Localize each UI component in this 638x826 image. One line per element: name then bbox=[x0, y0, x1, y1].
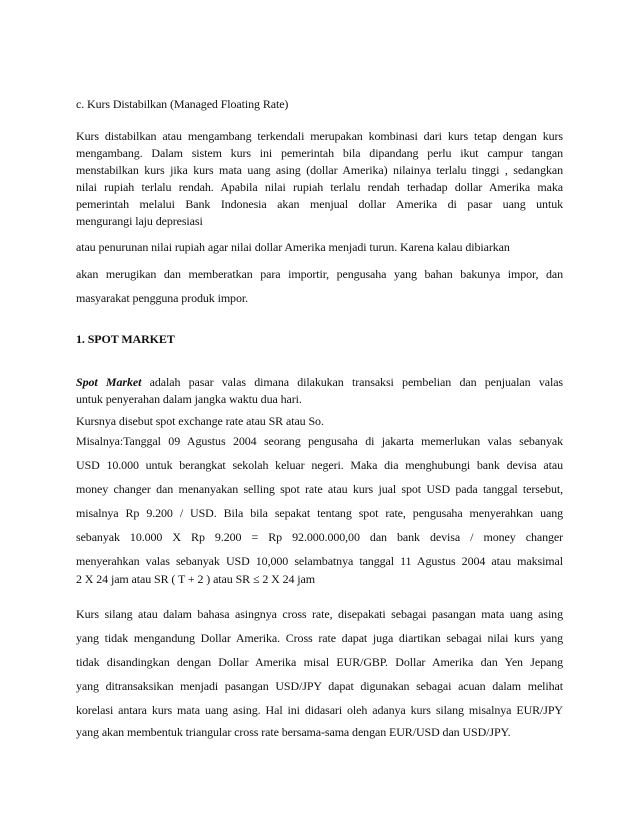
paragraph-line bbox=[76, 374, 563, 390]
paragraph-line: misalnya Rp 9.200 / USD. Bila bila sepakat tentang spot rate, pengusaha menyerahkan uang bbox=[76, 506, 563, 520]
paragraph-line: Misalnya:Tanggal 09 Agustus 2004 seorang pengusaha di jakarta memerlukan valas sebanyak bbox=[76, 434, 563, 448]
paragraph-line: tidak disandingkan dengan Dollar Amerika misal EUR/GBP. Dollar Amerika dan Yen Jepang bbox=[76, 655, 563, 669]
paragraph-line: menstabilkan kurs jika kurs mata uang asing (dollar Amerika) nilainya terlalu tinggi , sedangkan bbox=[76, 163, 563, 177]
paragraph-line: korelasi antara kurs mata uang asing. Hal ini didasari oleh adanya kurs silang misalnya EUR/JPY bbox=[76, 703, 563, 717]
paragraph-line: menyerahkan valas sebanyak USD 10,000 selambatnya tanggal 11 Agustus 2004 atau maksimal bbox=[76, 554, 563, 568]
paragraph-line: masyarakat pengguna produk impor. bbox=[76, 291, 248, 305]
paragraph-line: sebanyak 10.000 X Rp 9.200 = Rp 92.000.000,00 dan bank devisa / money changer bbox=[76, 530, 563, 544]
paragraph-line: Kurs distabilkan atau mengambang terkendali merupakan kombinasi dari kurs tetap dengan kurs bbox=[76, 129, 563, 143]
paragraph-line: Kursnya disebut spot exchange rate atau SR atau So. bbox=[76, 414, 324, 428]
paragraph-line: USD 10.000 untuk berangkat sekolah keluar negeri. Maka dia menghubungi bank devisa atau bbox=[76, 458, 563, 472]
paragraph-line: mengambang. Dalam sistem kurs ini pemerintah bila dipandang perlu ikut campur tangan bbox=[76, 146, 563, 160]
paragraph-line: mengurangi laju depresiasi bbox=[76, 214, 203, 228]
paragraph-line: nilai rupiah terlalu rendah. Apabila nilai rupiah terlalu rendah terhadap dollar Amerika maka bbox=[76, 180, 563, 194]
paragraph-line: Kurs silang atau dalam bahasa asingnya cross rate, disepakati sebagai pasangan mata uang asing bbox=[76, 607, 563, 621]
paragraph-line: untuk penyerahan dalam jangka waktu dua hari. bbox=[76, 392, 302, 406]
paragraph-line: yang ditransaksikan menjadi pasangan USD/JPY dapat digunakan sebagai acuan dalam melihat bbox=[76, 679, 563, 693]
heading-spot-market: 1. SPOT MARKET bbox=[76, 332, 175, 346]
paragraph-line: 2 X 24 jam atau SR ( T + 2 ) atau SR ≤ 2 X 24 jam bbox=[76, 572, 315, 586]
paragraph-line: akan merugikan dan memberatkan para importir, pengusaha yang bahan bakunya impor, dan bbox=[76, 267, 563, 281]
paragraph-line: money changer dan menanyakan selling spot rate atau kurs jual spot USD pada tanggal tersebut, bbox=[76, 482, 563, 496]
term-spot-market: Spot Market bbox=[76, 375, 142, 389]
definition-text: adalah pasar valas dimana dilakukan transaksi pembelian dan penjualan valas bbox=[141, 375, 563, 389]
paragraph-line: atau penurunan nilai rupiah agar nilai dollar Amerika menjadi turun. Karena kalau dibiarkan bbox=[76, 240, 510, 254]
paragraph-line: yang akan membentuk triangular cross rate bersama-sama dengan EUR/USD dan USD/JPY. bbox=[76, 725, 511, 739]
paragraph-line: yang tidak mengandung Dollar Amerika. Cross rate dapat juga diartikan sebagai nilai kurs yang bbox=[76, 631, 563, 645]
paragraph-line: pemerintah melalui Bank Indonesia akan menjual dollar Amerika di pasar uang untuk bbox=[76, 197, 563, 211]
heading-managed-floating-rate: c. Kurs Distabilkan (Managed Floating Rate) bbox=[76, 97, 289, 111]
